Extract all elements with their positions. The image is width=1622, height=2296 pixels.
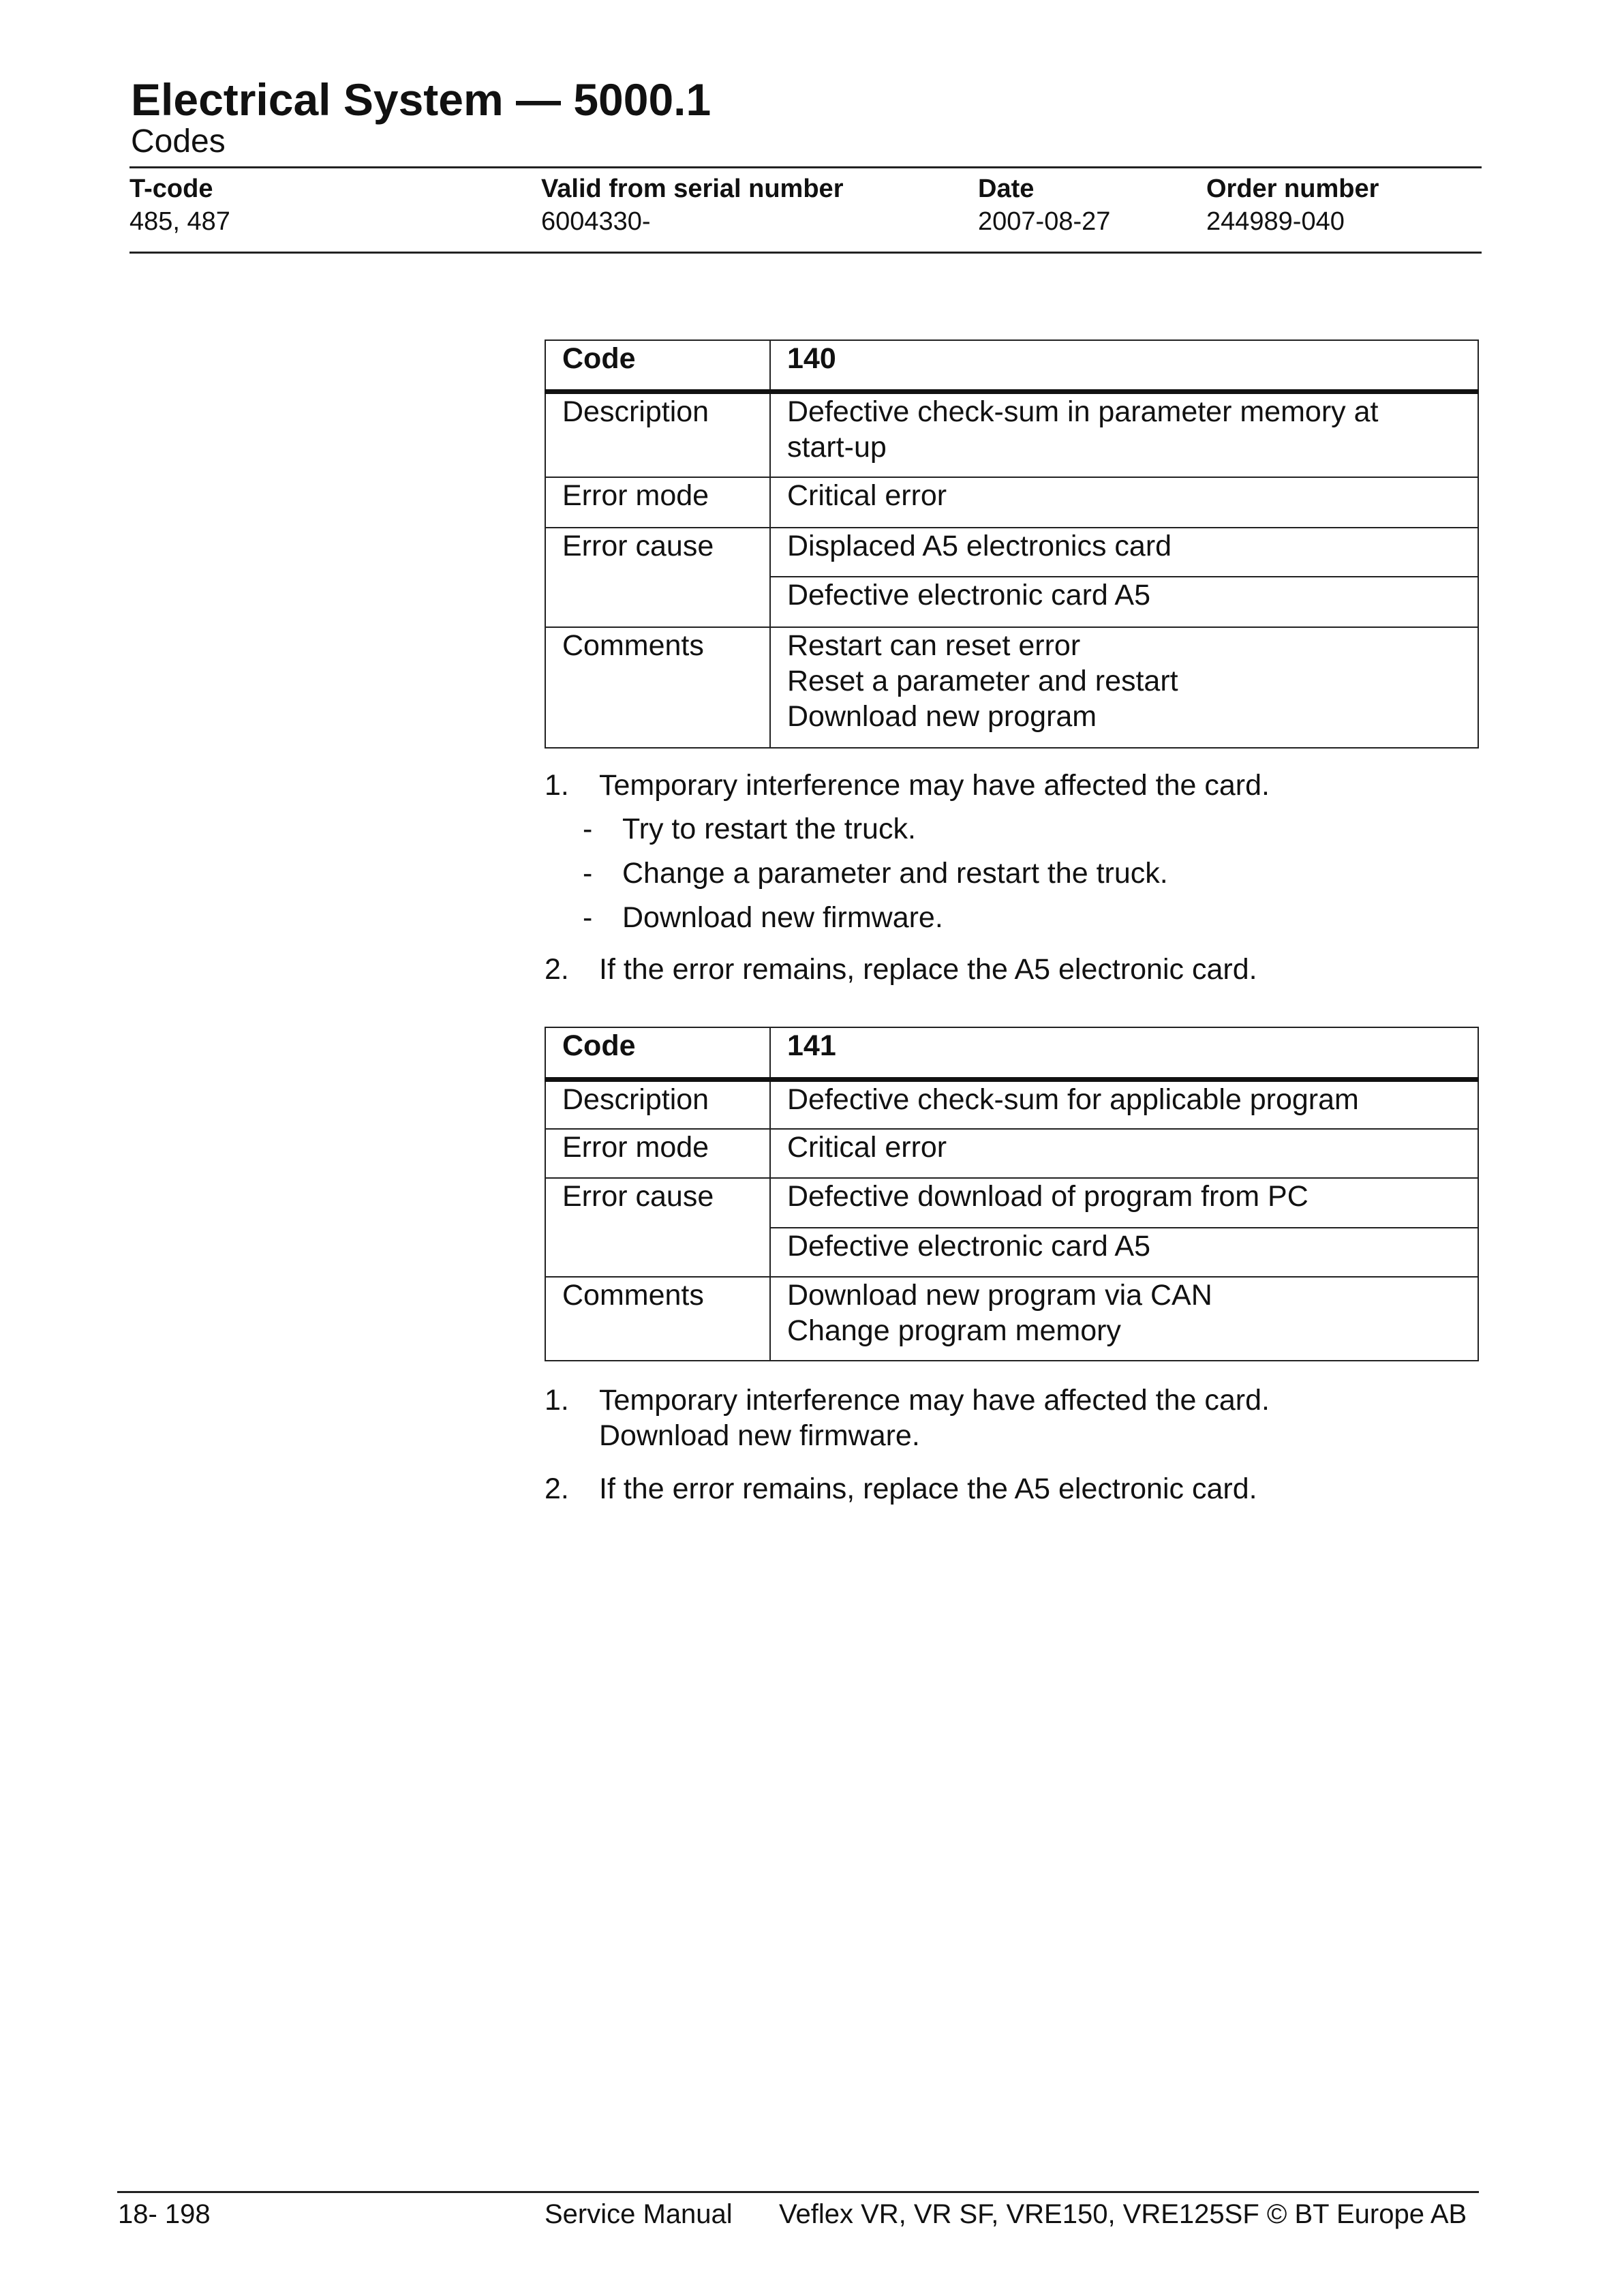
code-value: 141	[770, 1027, 1478, 1079]
serial-label: Valid from serial number	[541, 175, 844, 203]
footer-manual: Service Manual	[545, 2199, 733, 2229]
error-mode-value: Critical error	[770, 1129, 1478, 1178]
sub-item: Download new firmware.	[622, 901, 943, 934]
description-value: Defective check-sum for applicable program	[770, 1079, 1478, 1129]
page-number: 18- 198	[118, 2199, 211, 2229]
order-value: 244989-040	[1206, 207, 1345, 236]
error-cause-value: Defective electronic card A5	[770, 1228, 1478, 1277]
comments-label: Comments	[545, 627, 770, 748]
list-item-text: If the error remains, replace the A5 electronic card.	[599, 953, 1257, 986]
comments-value: Download new program via CAN Change program memory	[770, 1277, 1478, 1361]
comments-label: Comments	[545, 1277, 770, 1361]
serial-value: 6004330-	[541, 207, 651, 236]
list-item-text: Download new firmware.	[599, 1419, 920, 1452]
dash: -	[583, 813, 593, 845]
dash: -	[583, 901, 593, 934]
divider	[129, 166, 1482, 168]
comments-value: Restart can reset error Reset a parameter and restart Download new program	[770, 627, 1478, 748]
code-label: Code	[545, 1027, 770, 1079]
dash: -	[583, 857, 593, 890]
list-item-text: Temporary interference may have affected the card.	[599, 769, 1270, 802]
tcode-label: T-code	[129, 175, 213, 203]
list-item-text: If the error remains, replace the A5 electronic card.	[599, 1472, 1257, 1505]
date-label: Date	[978, 175, 1035, 203]
error-cause-value: Defective download of program from PC	[770, 1178, 1478, 1228]
code-label: Code	[545, 340, 770, 391]
code-table-140	[545, 339, 1479, 749]
description-label: Description	[545, 391, 770, 477]
error-cause-value: Defective electronic card A5	[770, 577, 1478, 627]
error-mode-label: Error mode	[545, 477, 770, 528]
description-label: Description	[545, 1079, 770, 1129]
error-cause-label: Error cause	[545, 1178, 770, 1277]
page-subtitle: Codes	[131, 123, 226, 160]
code-value: 140	[770, 340, 1478, 391]
footer-divider	[117, 2191, 1479, 2193]
error-mode-label: Error mode	[545, 1129, 770, 1178]
error-cause-value: Displaced A5 electronics card	[770, 528, 1478, 577]
list-item-text: Temporary interference may have affected the card.	[599, 1384, 1270, 1417]
divider	[129, 252, 1482, 254]
footer-product: Veflex VR, VR SF, VRE150, VRE125SF © BT Europe AB	[779, 2199, 1467, 2229]
tcode-value: 485, 487	[129, 207, 230, 236]
error-cause-label: Error cause	[545, 528, 770, 627]
error-mode-value: Critical error	[770, 477, 1478, 528]
sub-item: Try to restart the truck.	[622, 813, 916, 845]
date-value: 2007-08-27	[978, 207, 1111, 236]
description-value: Defective check-sum in parameter memory at start-up	[770, 391, 1478, 477]
order-label: Order number	[1206, 175, 1379, 203]
page-title: Electrical System — 5000.1	[131, 74, 711, 125]
code-table-141	[545, 1027, 1479, 1361]
sub-item: Change a parameter and restart the truck.	[622, 857, 1168, 890]
